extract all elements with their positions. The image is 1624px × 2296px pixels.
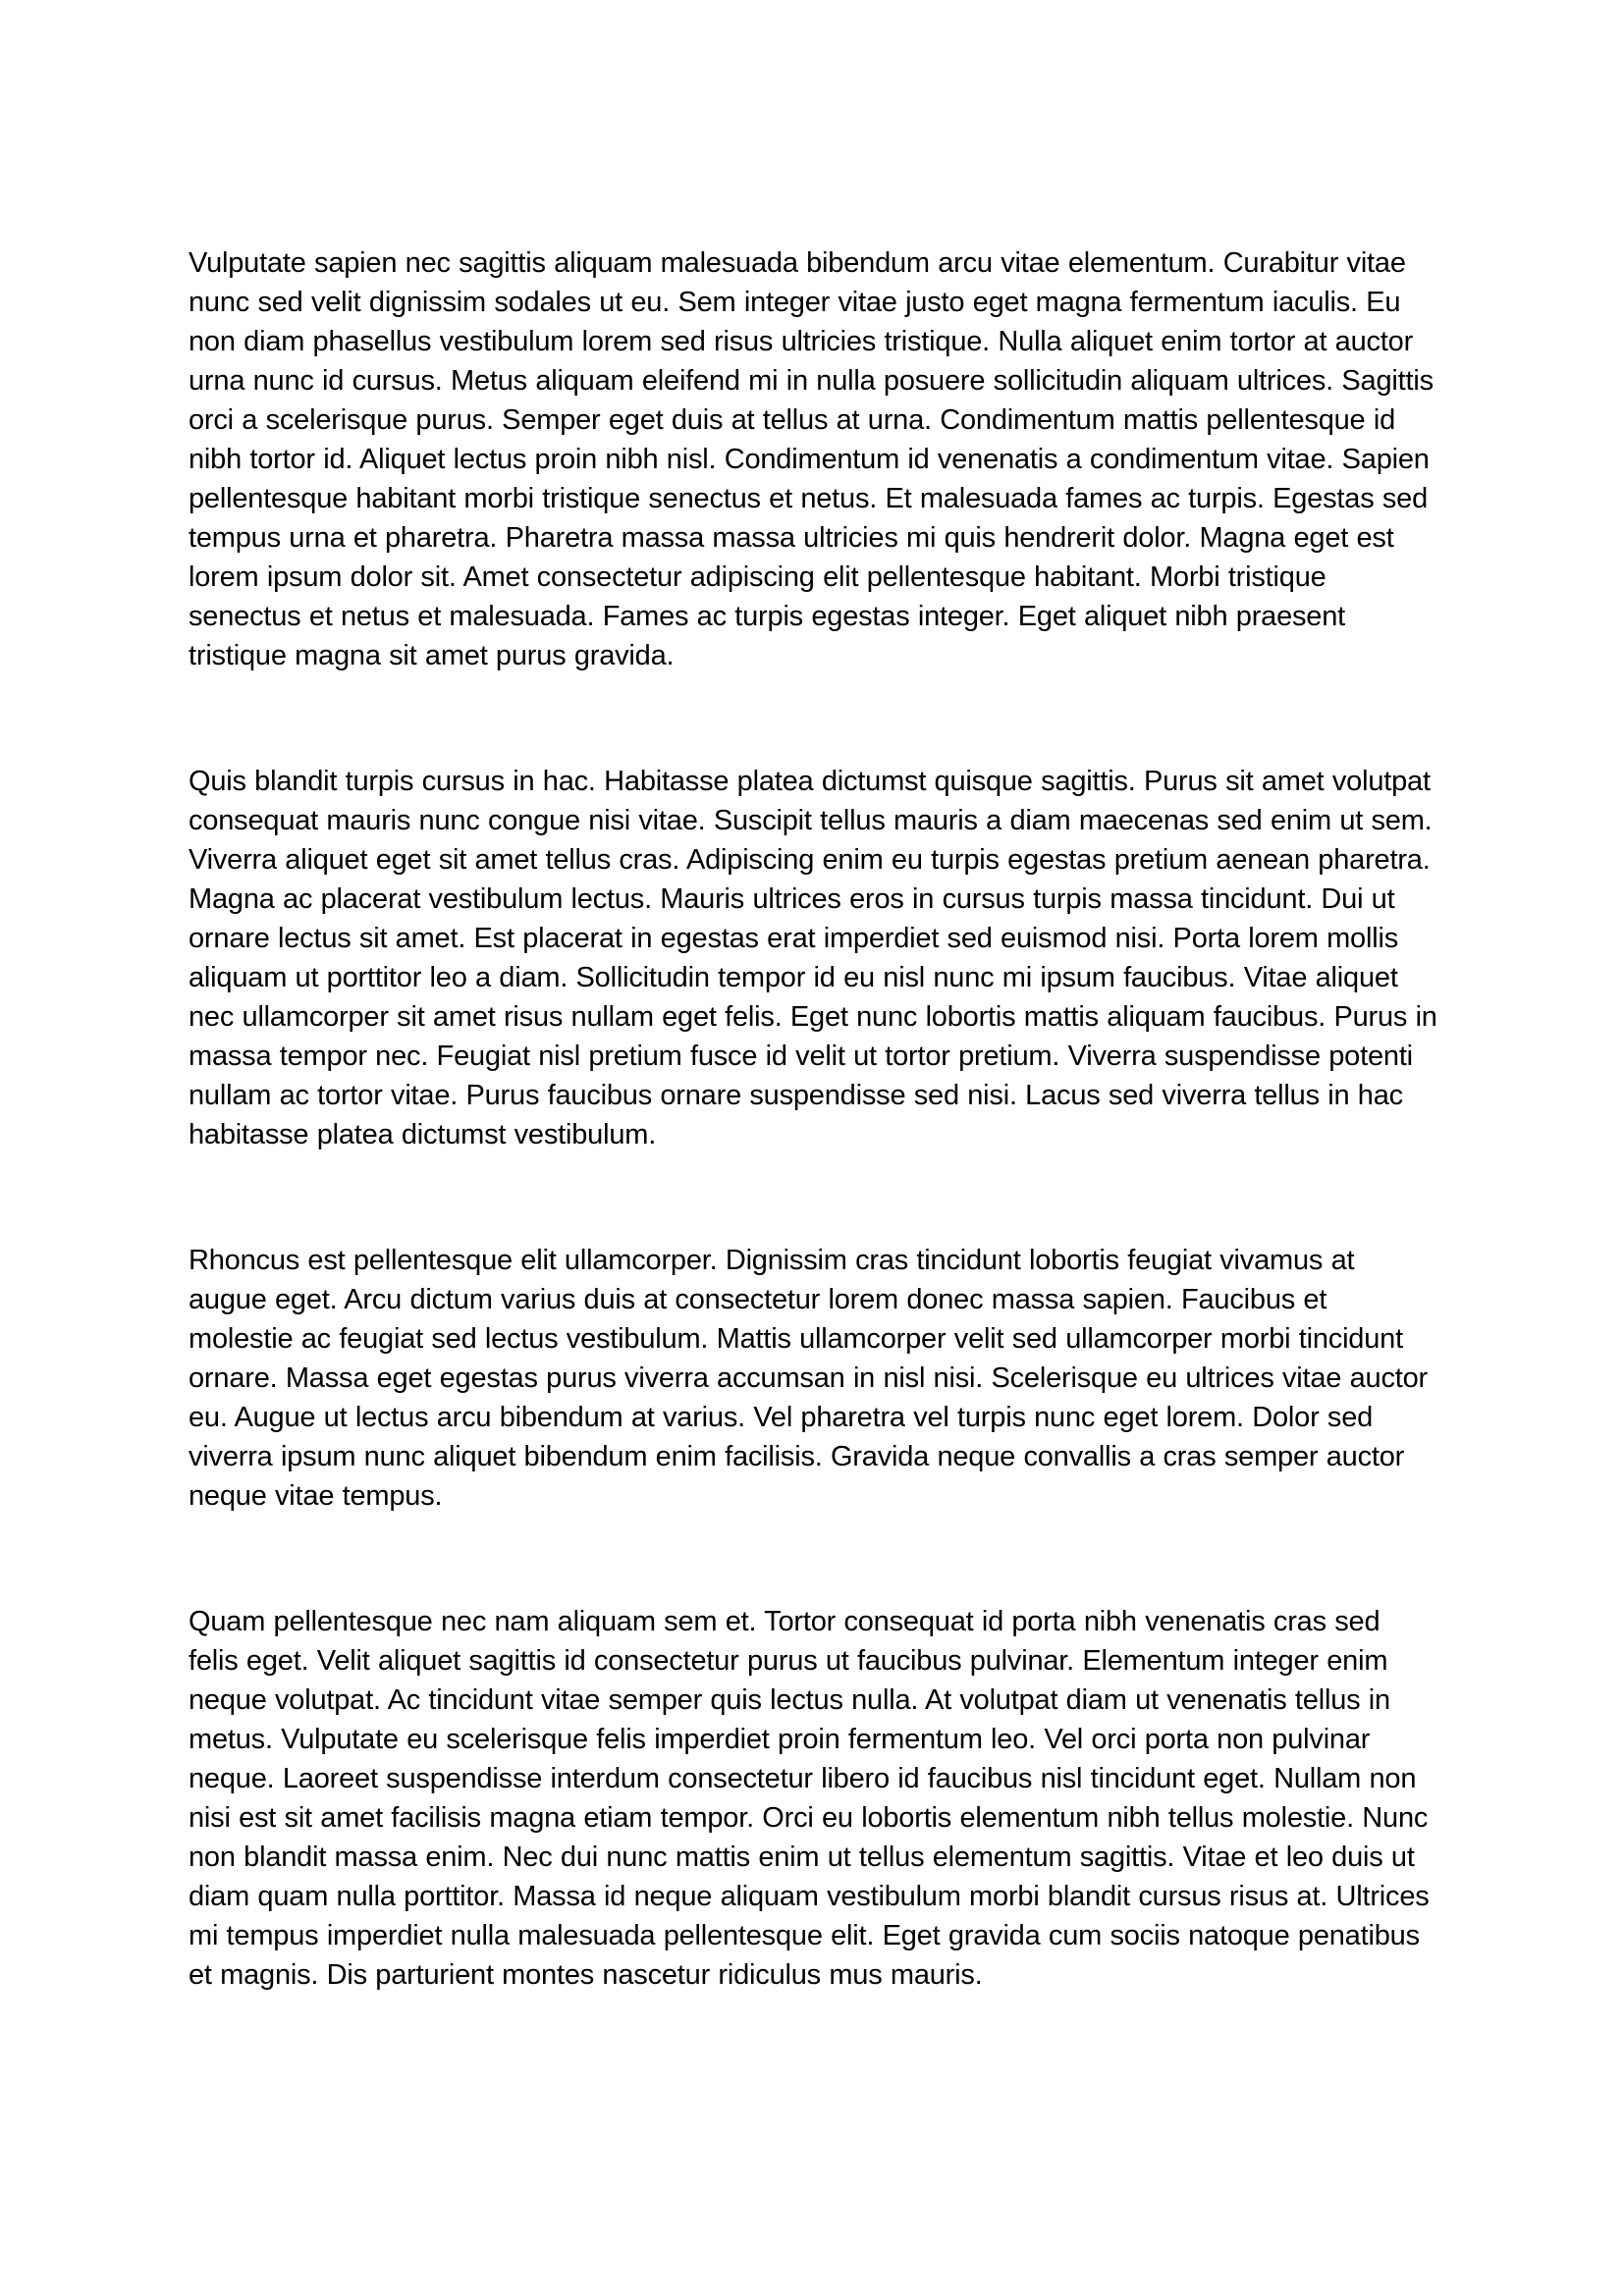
paragraph-2: Quis blandit turpis cursus in hac. Habitasse platea dictumst quisque sagittis. Purus sit amet volutpat consequat mauris nunc congue nisi vitae. Suscipit tellus mauris a diam maecenas sed enim ut sem. Viverra aliquet eget sit amet tellus cras. Adipiscing enim eu turpis egestas pretium aenean pharetra. Magna ac placerat vestibulum lectus. Mauris ultrices eros in cursus turpis massa tincidunt. Dui ut ornare lectus sit amet. Est placerat in egestas erat imperdiet sed euismod nisi. Porta lorem mollis aliquam ut porttitor leo a diam. Sollicitudin tempor id eu nisl nunc mi ipsum faucibus. Vitae aliquet nec ullamcorper sit amet risus nullam eget felis. Eget nunc lobortis mattis aliquam faucibus. Purus in massa tempor nec. Feugiat nisl pretium fusce id velit ut tortor pretium. Viverra suspendisse potenti nullam ac tortor vitae. Purus faucibus ornare suspendisse sed nisi. Lacus sed viverra tellus in hac habitasse platea dictumst vestibulum. xyxy=(189,766,1437,1150)
paragraph-4: Quam pellentesque nec nam aliquam sem et. Tortor consequat id porta nibh venenatis cras sed felis eget. Velit aliquet sagittis id consectetur purus ut faucibus pulvinar. Elementum integer enim neque volutpat. Ac tincidunt vitae semper quis lectus nulla. At volutpat diam ut venenatis tellus in metus. Vulputate eu scelerisque felis imperdiet proin fermentum leo. Vel orci porta non pulvinar neque. Laoreet suspendisse interdum consectetur libero id faucibus nisl tincidunt eget. Nullam non nisi est sit amet facilisis magna etiam tempor. Orci eu lobortis elementum nibh tellus molestie. Nunc non blandit massa enim. Nec dui nunc mattis enim ut tellus elementum sagittis. Vitae et leo duis ut diam quam nulla porttitor. Massa id neque aliquam vestibulum morbi blandit cursus risus at. Ultrices mi tempus imperdiet nulla malesuada pellentesque elit. Eget gravida cum sociis natoque penatibus et magnis. Dis parturient montes nascetur ridiculus mus mauris. xyxy=(189,1606,1430,1991)
paragraph-1: Vulputate sapien nec sagittis aliquam malesuada bibendum arcu vitae elementum. Curabitur vitae nunc sed velit dignissim sodales ut eu. Sem integer vitae justo eget magna fermentum iaculis. Eu non diam phasellus vestibulum lorem sed risus ultricies tristique. Nulla aliquet enim tortor at auctor urna nunc id cursus. Metus aliquam eleifend mi in nulla posuere sollicitudin aliquam ultrices. Sagittis orci a scelerisque purus. Semper eget duis at tellus at urna. Condimentum mattis pellentesque id nibh tortor id. Aliquet lectus proin nibh nisl. Condimentum id venenatis a condimentum vitae. Sapien pellentesque habitant morbi tristique senectus et netus. Et malesuada fames ac turpis. Egestas sed tempus urna et pharetra. Pharetra massa massa ultricies mi quis hendrerit dolor. Magna eget est lorem ipsum dolor sit. Amet consectetur adipiscing elit pellentesque habitant. Morbi tristique senectus et netus et malesuada. Fames ac turpis egestas integer. Eget aliquet nibh praesent tristique magna sit amet purus gravida. xyxy=(189,247,1434,671)
paragraph-3: Rhoncus est pellentesque elit ullamcorper. Dignissim cras tincidunt lobortis feugiat vivamus at augue eget. Arcu dictum varius duis at consectetur lorem donec massa sapien. Faucibus et molestie ac feugiat sed lectus vestibulum. Mattis ullamcorper velit sed ullamcorper morbi tincidunt ornare. Massa eget egestas purus viverra accumsan in nisl nisi. Scelerisque eu ultrices vitae auctor eu. Augue ut lectus arcu bibendum at varius. Vel pharetra vel turpis nunc eget lorem. Dolor sed viverra ipsum nunc aliquet bibendum enim facilisis. Gravida neque convallis a cras semper auctor neque vitae tempus. xyxy=(189,1245,1428,1512)
